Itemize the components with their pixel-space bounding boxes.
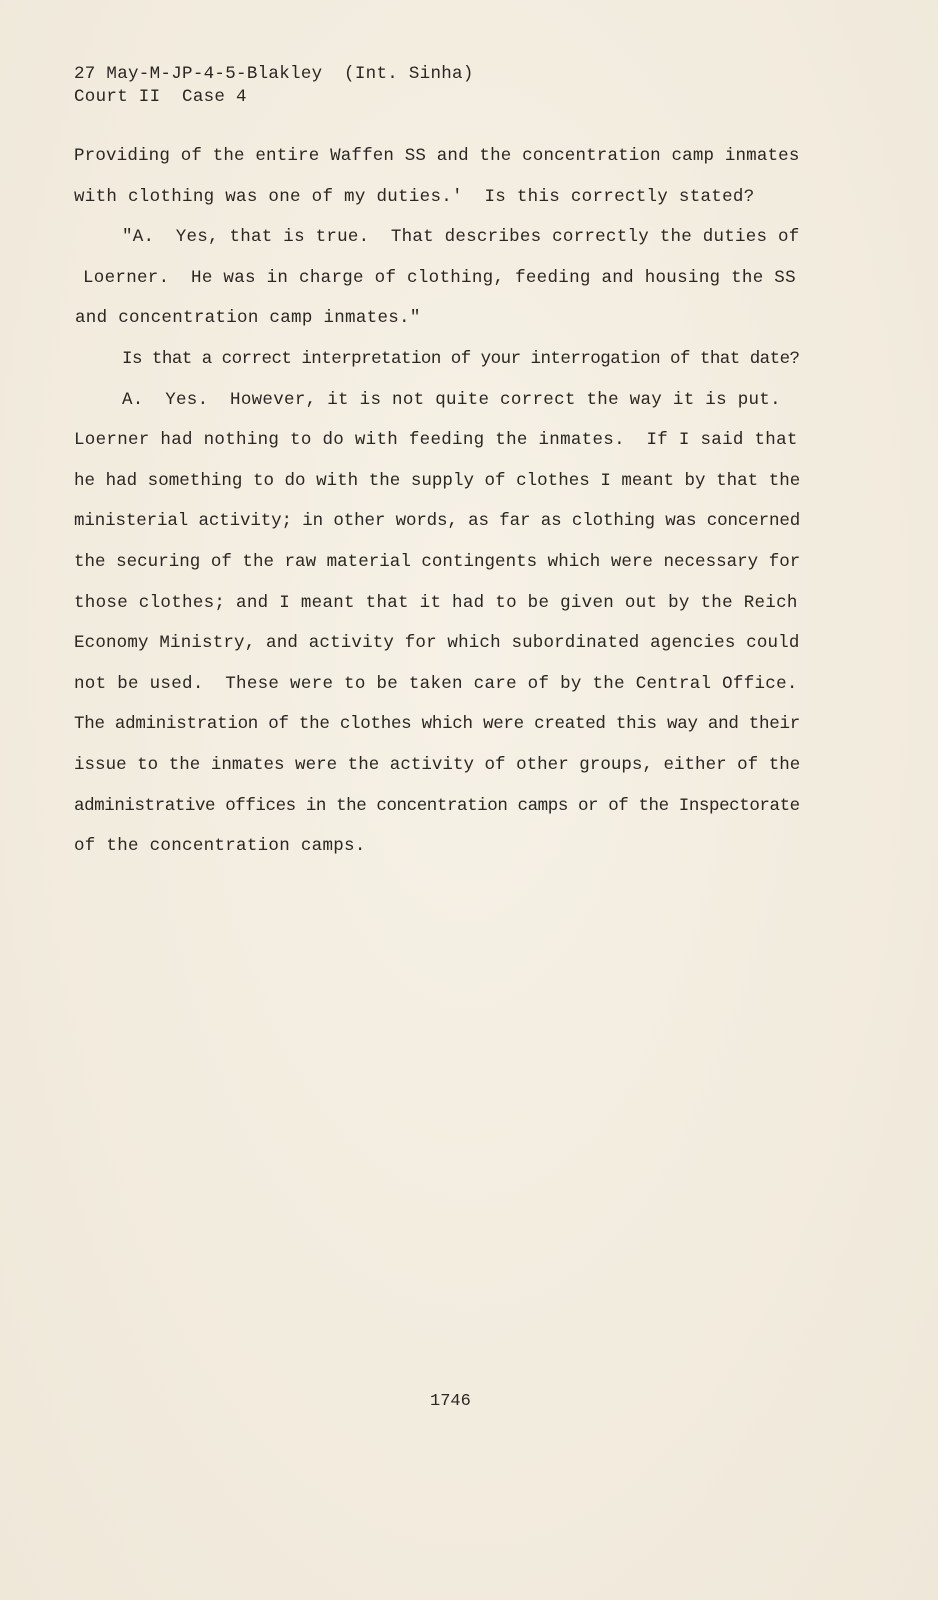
- page-number: 1746: [430, 1392, 471, 1411]
- body-line: and concentration camp inmates.": [75, 308, 421, 329]
- body-line: A. Yes. However, it is not quite correct the way it is put.: [122, 389, 781, 410]
- body-line: ministerial activity; in other words, as far as clothing was concerned: [74, 511, 801, 532]
- header-line-2: Court II Case 4: [74, 87, 247, 107]
- body-line: issue to the inmates were the activity of other groups, either of the: [74, 755, 801, 775]
- header-line-1: 27 May-M-JP-4-5-Blakley (Int. Sinha): [74, 64, 474, 84]
- body-line: of the concentration camps.: [74, 836, 366, 857]
- body-line: "A. Yes, that is true. That describes correctly the duties of: [122, 227, 800, 248]
- body-line: administrative offices in the concentration camps or of the Inspectorate: [74, 795, 800, 816]
- body-line: with clothing was one of my duties.' Is this correctly stated?: [74, 186, 755, 207]
- body-line: The administration of the clothes which were created this way and their: [74, 714, 800, 735]
- body-line: Is that a correct interpretation of your interrogation of that date?: [122, 349, 800, 369]
- body-line: Loerner had nothing to do with feeding the inmates. If I said that: [74, 430, 798, 451]
- body-line: not be used. These were to be taken care of by the Central Office.: [74, 673, 798, 694]
- body-line: Economy Ministry, and activity for which subordinated agencies could: [74, 633, 800, 654]
- body-line: the securing of the raw material contingents which were necessary for: [74, 552, 801, 572]
- body-line: those clothes; and I meant that it had to be given out by the Reich: [74, 592, 798, 613]
- body-line: Providing of the entire Waffen SS and the concentration camp inmates: [74, 146, 800, 166]
- body-line: he had something to do with the supply of clothes I meant by that the: [74, 470, 801, 491]
- body-line: Loerner. He was in charge of clothing, feeding and housing the SS: [83, 267, 796, 288]
